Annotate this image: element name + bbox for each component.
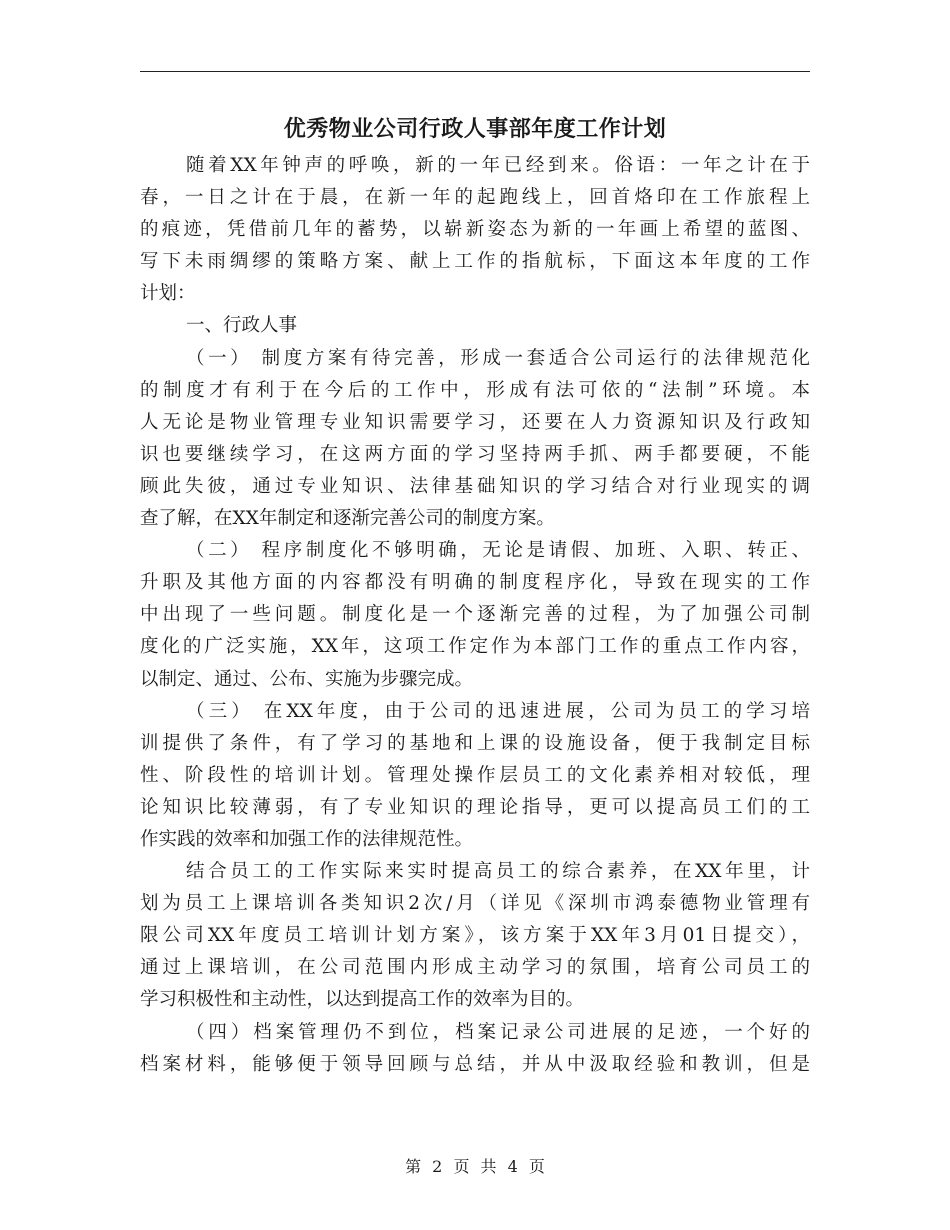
text-line: 升职及其他方面的内容都没有明确的制度程序化，导致在现实的工作 [140, 572, 810, 594]
header-rule [140, 71, 810, 72]
text-line: 度化的广泛实施，XX年，这项工作定作为本部门工作的重点工作内容， [140, 636, 810, 658]
text-line: 划为员工上课培训各类知识2次/月（详见《深圳市鸿泰德物业管理有 [140, 893, 810, 915]
text-line: 识也要继续学习，在这两方面的学习坚持两手抓、两手都要硬，不能 [140, 443, 810, 465]
paragraph-training [140, 856, 810, 1016]
text-line: 随着XX年钟声的呼唤，新的一年已经到来。俗语：一年之计在于 [186, 155, 810, 176]
text-line: 一、行政人事 [186, 315, 298, 337]
text-line: 写下未雨绸缪的策略方案、献上工作的指航标，下面这本年度的工作 [140, 251, 810, 273]
text-line: 结合员工的工作实际来实时提高员工的综合素养，在XX年里，计 [186, 861, 810, 883]
paragraph-item-2 [140, 535, 810, 695]
text-line: 档案材料，能够便于领导回顾与总结，并从中汲取经验和教训，但是 [140, 1053, 810, 1075]
text-line: （一） 制度方案有待完善，形成一套适合公司运行的法律规范化 [186, 347, 810, 369]
document-body [140, 150, 810, 1081]
text-line: 学习积极性和主动性，以达到提高工作的效率为目的。 [140, 989, 585, 1011]
paragraph-item-1 [140, 343, 810, 536]
text-line: 以制定、通过、公布、实施为步骤完成。 [140, 668, 474, 690]
document-title: 优秀物业公司行政人事部年度工作计划 [283, 116, 667, 142]
paragraph-item-4 [140, 1017, 810, 1081]
text-line: 性、阶段性的培训计划。管理处操作层员工的文化素养相对较低，理 [140, 764, 810, 786]
text-line: 人无论是物业管理专业知识需要学习，还要在人力资源知识及行政知 [140, 411, 810, 433]
text-line: 的痕迹，凭借前几年的蓄势，以崭新姿态为新的一年画上希望的蓝图、 [140, 219, 810, 241]
text-line: （二） 程序制度化不够明确，无论是请假、加班、入职、转正、 [186, 540, 810, 562]
text-line: 计划： [140, 283, 196, 305]
text-line: 论知识比较薄弱，有了专业知识的理论指导，更可以提高员工们的工 [140, 796, 810, 818]
text-line: 的制度才有利于在今后的工作中，形成有法可依的“法制”环境。本 [140, 379, 810, 401]
text-line: （四）档案管理仍不到位，档案记录公司进展的足迹，一个好的 [186, 1021, 810, 1043]
text-line: （三） 在XX年度，由于公司的迅速进展，公司为员工的学习培 [186, 700, 810, 722]
text-line: 春，一日之计在于晨，在新一年的起跑线上，回首烙印在工作旅程上 [140, 187, 810, 209]
text-line: 限公司XX年度员工培训计划方案》，该方案于XX年3月01日提交）， [140, 925, 810, 947]
section-heading [140, 310, 810, 342]
text-line: 顾此失彼，通过专业知识、法律基础知识的学习结合对行业现实的调 [140, 475, 810, 497]
text-line: 通过上课培训，在公司范围内形成主动学习的氛围，培育公司员工的 [140, 957, 810, 979]
page-footer: 第 2 页 共 4 页 [405, 1157, 545, 1176]
text-line: 作实践的效率和加强工作的法律规范性。 [140, 828, 474, 850]
paragraph-item-3 [140, 696, 810, 856]
text-line: 查了解，在XX年制定和逐渐完善公司的制度方案。 [140, 508, 555, 530]
text-line: 中出现了一些问题。制度化是一个逐渐完善的过程，为了加强公司制 [140, 604, 810, 626]
paragraph-intro [140, 150, 810, 310]
text-line: 训提供了条件，有了学习的基地和上课的设施设备，便于我制定目标 [140, 732, 810, 754]
